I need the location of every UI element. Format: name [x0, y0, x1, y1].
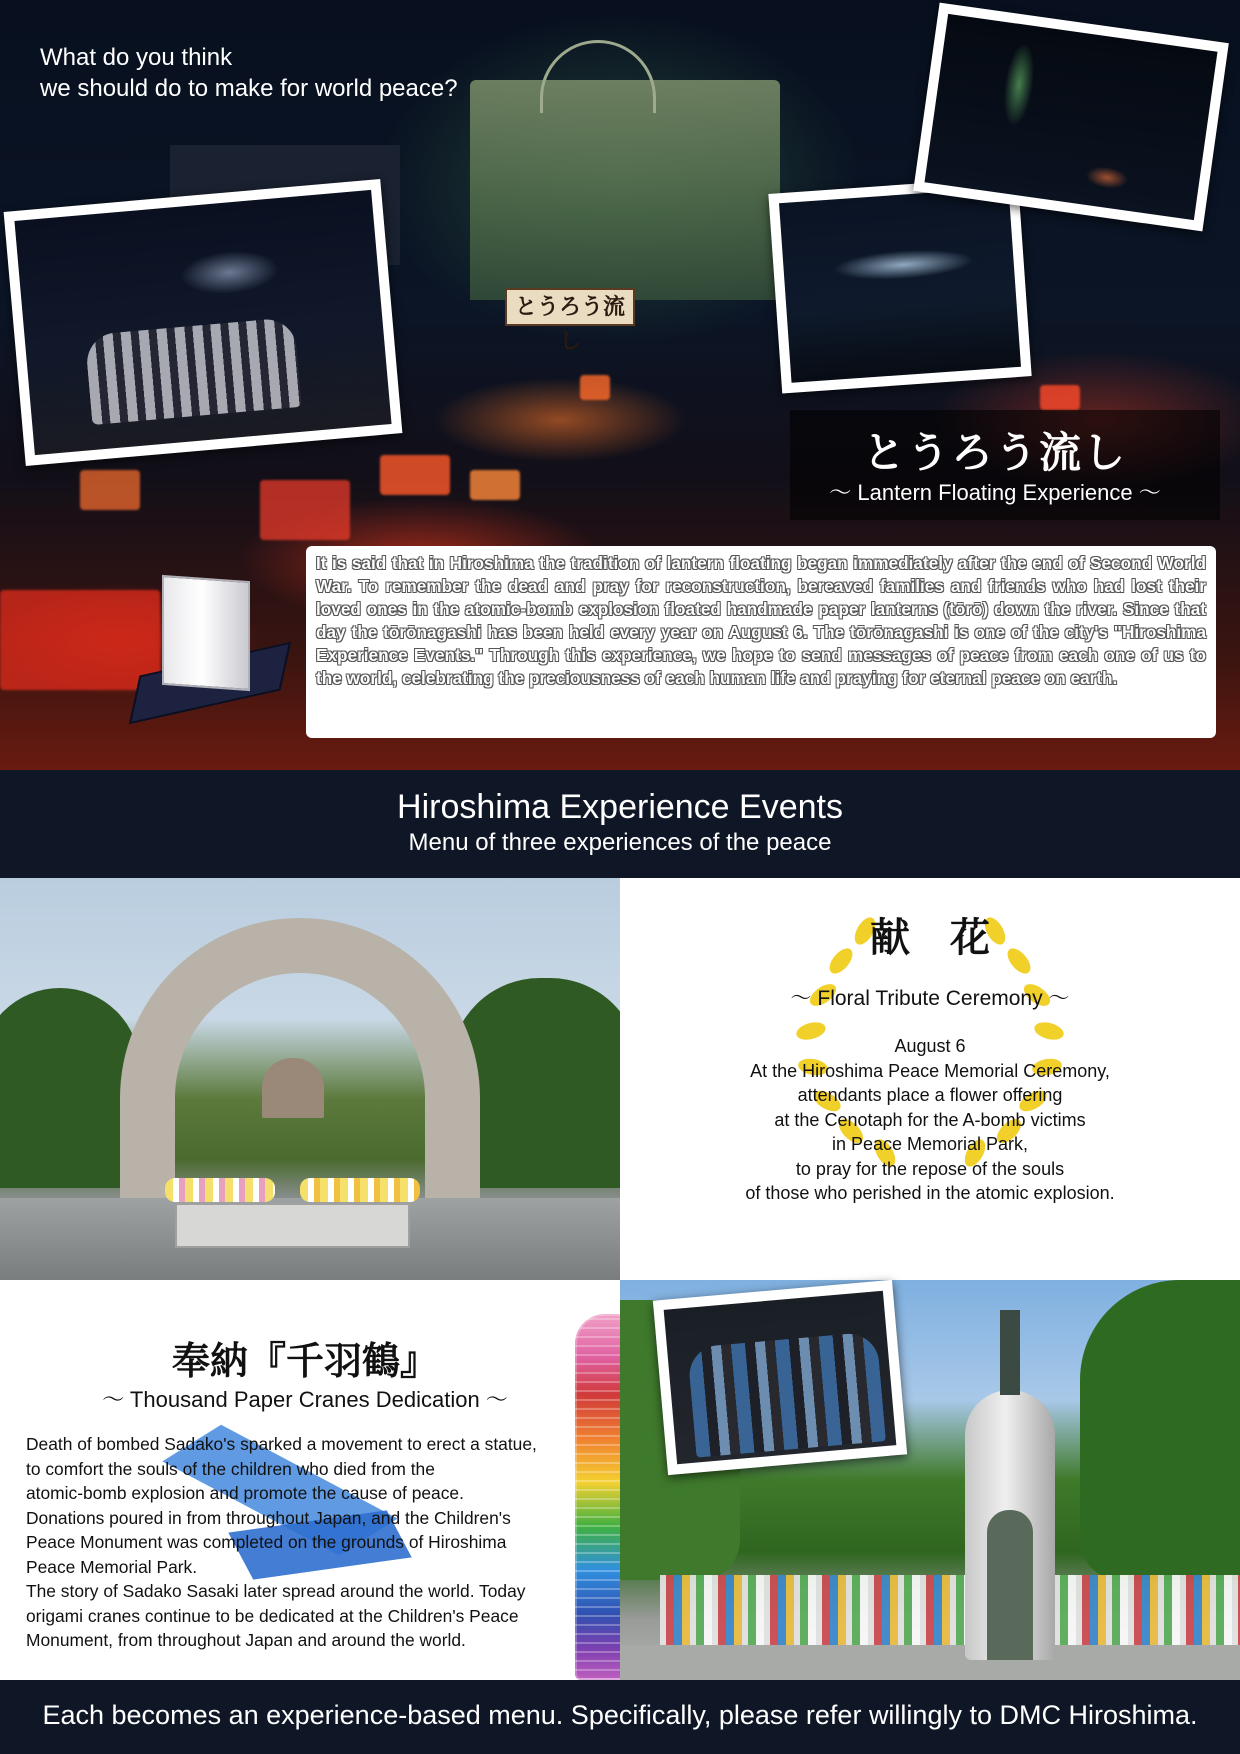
lantern-glow — [0, 590, 160, 690]
lantern-title-en: ～ Lantern Floating Experience ～ — [829, 480, 1161, 505]
paper-cranes-section — [0, 1280, 620, 1680]
cranes-description: Death of bombed Sadako's sparked a movement to erect a statue, to comfort the souls of the children who died from the atomic-bomb explosion and promote the cause of peace. Donations poured in from throughout Japan, and the Children's Peace Monument was completed on the grounds of Hiroshima Peace Memorial Park. The story of Sadako Sasaki later spread around the world. Today origami cranes continue to be dedicated at the Children's Peace Monument, from throughout Japan and around the world. — [26, 1434, 537, 1650]
river-night-photo — [768, 177, 1031, 394]
lantern-glow — [1040, 385, 1080, 410]
flower-offerings — [165, 1178, 275, 1202]
section-title: Hiroshima Experience Events — [397, 788, 843, 826]
lantern-glow — [380, 455, 450, 495]
cenotaph-photo — [0, 878, 620, 1280]
group-of-people — [687, 1331, 886, 1457]
lantern-glow — [580, 375, 610, 400]
atomic-bomb-dome-image — [470, 80, 780, 300]
floral-tribute-section — [620, 878, 1240, 1280]
top-question: What do you think we should do to make for world peace? — [40, 44, 458, 102]
lanterns-on-water-photo — [913, 3, 1229, 232]
section-header-band — [0, 770, 1240, 878]
crane-display-panels — [660, 1575, 1240, 1645]
cranes-title-jp: 奉納『千羽鶴』 — [171, 1339, 438, 1383]
lantern-glow — [470, 470, 520, 500]
monument-tower — [965, 1390, 1055, 1660]
cranes-title-en: ～ Thousand Paper Cranes Dedication ～ — [102, 1387, 508, 1412]
lantern-glow — [260, 480, 350, 540]
flower-offerings — [300, 1178, 420, 1202]
floral-title-en: ～ Floral Tribute Ceremony ～ — [790, 987, 1070, 1010]
footer-band — [0, 1680, 1240, 1754]
lantern-description: It is said that in Hiroshima the tradition of lantern floating began immediately after the end of Second World War. To remember the dead and pray for reconstruction, bereaved families and friends who had lost their loved ones in the atomic-bomb explosion floated handmade paper lanterns (tōrō) down the river. Since that day the tōrōnagashi has been held every year on August 6. The tōrōnagashi is one of the city's "Hiroshima Experience Events." Through this experience, we hope to send messages of peace from each one of us to the world, celebrating the preciousness of each human life and praying for eternal peace on earth. — [316, 553, 1206, 688]
floral-title-jp: 献花 — [870, 915, 1030, 961]
lantern-group-photo — [4, 179, 403, 466]
crowd-with-lanterns — [85, 317, 302, 425]
section-subtitle: Menu of three experiences of the peace — [408, 829, 832, 856]
boat-sign: とうろう流し — [505, 288, 635, 326]
lantern-title-jp: とうろう流し — [862, 428, 1127, 477]
lantern-description-box — [306, 546, 1216, 738]
lantern-floating-section — [0, 0, 1240, 770]
paper-lantern-icon — [140, 578, 280, 713]
cenotaph-arch — [120, 918, 480, 1218]
group-with-cranes-photo — [653, 1280, 907, 1475]
floral-description: August 6 At the Hiroshima Peace Memorial Ceremony, attendants place a flower offering at the Cenotaph for the A-bomb victims in Peace Memorial Park, to pray for the repose of the souls of those who perished in the atomic explosion. — [745, 1036, 1115, 1203]
lantern-glow — [80, 470, 140, 510]
monument-statue — [1000, 1310, 1020, 1395]
footer-text: Each becomes an experience-based menu. Specifically, please refer willingly to DMC Hiroshima. — [42, 1700, 1198, 1730]
